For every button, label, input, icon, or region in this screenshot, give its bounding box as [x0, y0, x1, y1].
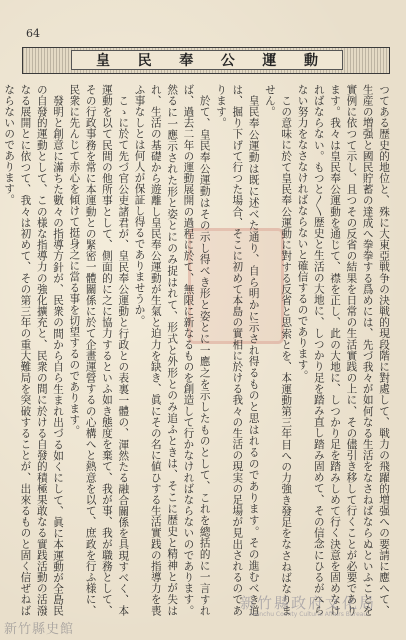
archive-seal: 新竹縣史館: [4, 622, 75, 637]
paragraph: つてある歴史的地位と、殊に大東亞戦争の決戦的現段階に對處して、戦力の飛躍的増强への要請に應へて、生産の増强と國民貯蓄の達成へ拳拳する爲めには、先づ我々が如何なる生活をなさねばならぬといふことを實例に依つて示し、且つその反省の結果を日常の生活實践の上に、その儘引き移して行くことが必要であります。我々は皇民奉公運動を通じて、襟を正し、此の大地に、しつかり足を踏みしめて行く決意を固めなければならない。もつと〳〵歴史と生活の大地に、しつかり足を踏み直し踏み固めて、その信念にひるがへらない努力をなさなければならないと確信するのであります。: [296, 84, 390, 616]
paragraph: 皇民奉公運動は既に述べた通り、自ら明かに示され得るものと思はれるのであります。その進むべき道は、掘り下げて行つた場合、そこに初めて本島の實相に於ける我々の生活の現実の足場が見出されるのであります。: [215, 84, 260, 616]
paragraph: この意味に於て皇民奉公運動に對する反省と思索とを、本運動第三年目への力強き發足をなさねばなりません。: [263, 84, 293, 616]
header-char: 民: [137, 53, 152, 69]
paragraph: 發明と創意に滿ちた數々の指導方針が、民衆の間から自ら生まれ出づる如くにして、眞に本運動が全島民の自發的運動として、この様な指導力の強化擴充と、民衆の間に於ける自發的積極果敢なる實践活動の活潑なる展開とに依つて、我々は初めて、その第三年の重大難局を突破することが、出來るものと固く信ぜねばならないのであります。: [3, 84, 65, 616]
header-char: 運: [262, 53, 277, 69]
archive-watermark-en: Hsinchu County Cultural Affairs Bureau: [250, 611, 368, 618]
section-header-band: [22, 47, 390, 74]
header-char: 動: [303, 53, 318, 69]
paragraph: こゝに於て先づ官公吏諸君が、皇民奉公運動と行政との表裏一體の、渾然たる融合關係を具現すべく、本運動を以て民間の他所事として、側面的に之に協力するといふ如き態度を棄て、我が事、我が職務として、その行政事務を常に本運動との緊密一體關係に於て企畫運營するの心構へと熱意を以て、庶政を行ふ様に、民衆に先んじて赤心を傾けて挺身之に當る事を切望するのであります。: [68, 84, 130, 616]
paragraph: 於て、皇民奉公運動はその示し得べき形と姿とに一應之を示したものとして、これを總括的に一言すれば、過去二年の運動展開の過程に於て、無限に新なるものを創造して行かなければならないのであります。然るに一應示された形と姿とにのみ捉はれて、形式と外形とのみ追ふときは、そこに歴史と精神とが失はれ、生活の基礎から遊離し皇民奉公運動が生氣と迫力を缺き、眞にその名に値ひする生活實践の指導力を喪ふ事なしとは何人が保証し得るでありませうか。: [133, 84, 211, 616]
page-number: 64: [26, 27, 40, 40]
header-char: 奉: [179, 53, 194, 69]
archive-watermark: 新竹縣政府文化局: [240, 594, 377, 612]
header-char: 公: [220, 53, 235, 69]
body-text: [3, 84, 392, 616]
section-header-title: [71, 50, 343, 70]
header-char: 皇: [96, 53, 110, 69]
paragraph: [0, 84, 1, 616]
